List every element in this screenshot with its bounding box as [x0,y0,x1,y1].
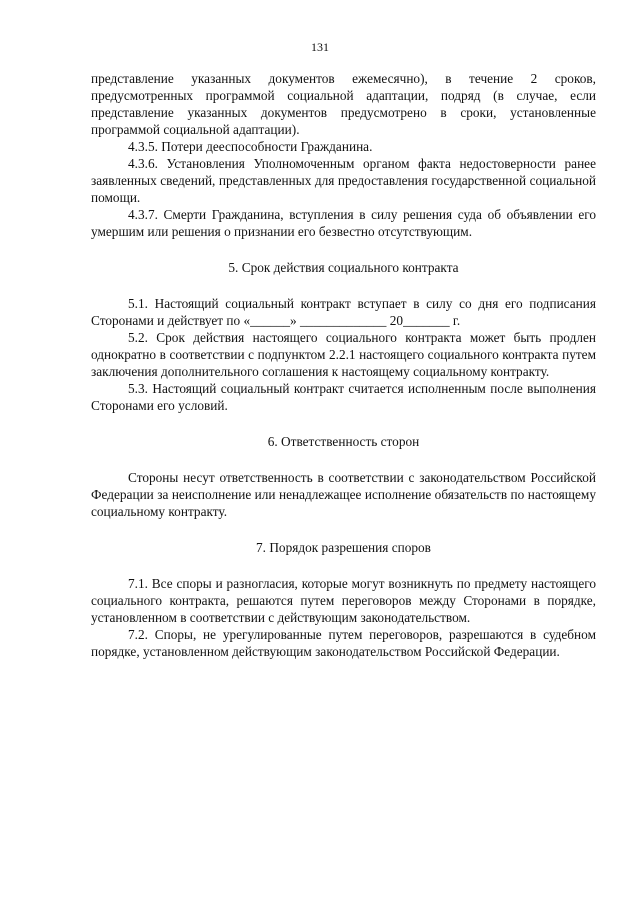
paragraph-5-1: 5.1. Настоящий социальный контракт вступает в силу со дня его подписания Сторонами и действует по «______» _____________ 20_______ г. [91,296,596,328]
paragraph-7-1: 7.1. Все споры и разногласия, которые могут возникнуть по предмету настоящего социального контракта, решаются путем переговоров между Сторонами в порядке, установленном в соответствии с действующим законодательством. [91,576,596,625]
section-5-heading: 5. Срок действия социального контракта [228,260,459,275]
paragraph-5-3: 5.3. Настоящий социальный контракт считается исполненным после выполнения Сторонами его условий. [91,381,596,413]
paragraph-6-1: Стороны несут ответственность в соответствии с законодательством Российской Федерации за неисполнение или ненадлежащее исполнение обязательств по настоящему социальному контракту. [91,470,596,519]
document-body [91,70,596,660]
paragraph-4-3-5: 4.3.5. Потери дееспособности Гражданина. [128,139,373,154]
section-7-heading: 7. Порядок разрешения споров [256,540,431,555]
paragraph-4-3-7: 4.3.7. Смерти Гражданина, вступления в силу решения суда об объявлении его умершим или решения о признании его безвестно отсутствующим. [91,207,596,239]
section-6-heading: 6. Ответственность сторон [267,434,420,449]
paragraph-5-2: 5.2. Срок действия настоящего социального контракта может быть продлен однократно в соответствии с подпунктом 2.2.1 настоящего социального контракта путем заключения дополнительного соглашения к настоящему социальному контракту. [91,330,596,379]
paragraph-7-2: 7.2. Споры, не урегулированные путем переговоров, разрешаются в судебном порядке, установленном действующим законодательством Российской Федерации. [91,627,596,659]
paragraph-4-3-6: 4.3.6. Установления Уполномоченным органом факта недостоверности ранее заявленных сведений, представленных для предоставления государственной социальной помощи. [91,156,596,205]
page-number: 131 [311,40,329,54]
paragraph-continuation: представление указанных документов ежемесячно), в течение 2 сроков, предусмотренных программой социальной адаптации, подряд (в случае, если представление указанных документов предусмотрено в сроки, установленные программой социальной адаптации). [91,71,596,137]
